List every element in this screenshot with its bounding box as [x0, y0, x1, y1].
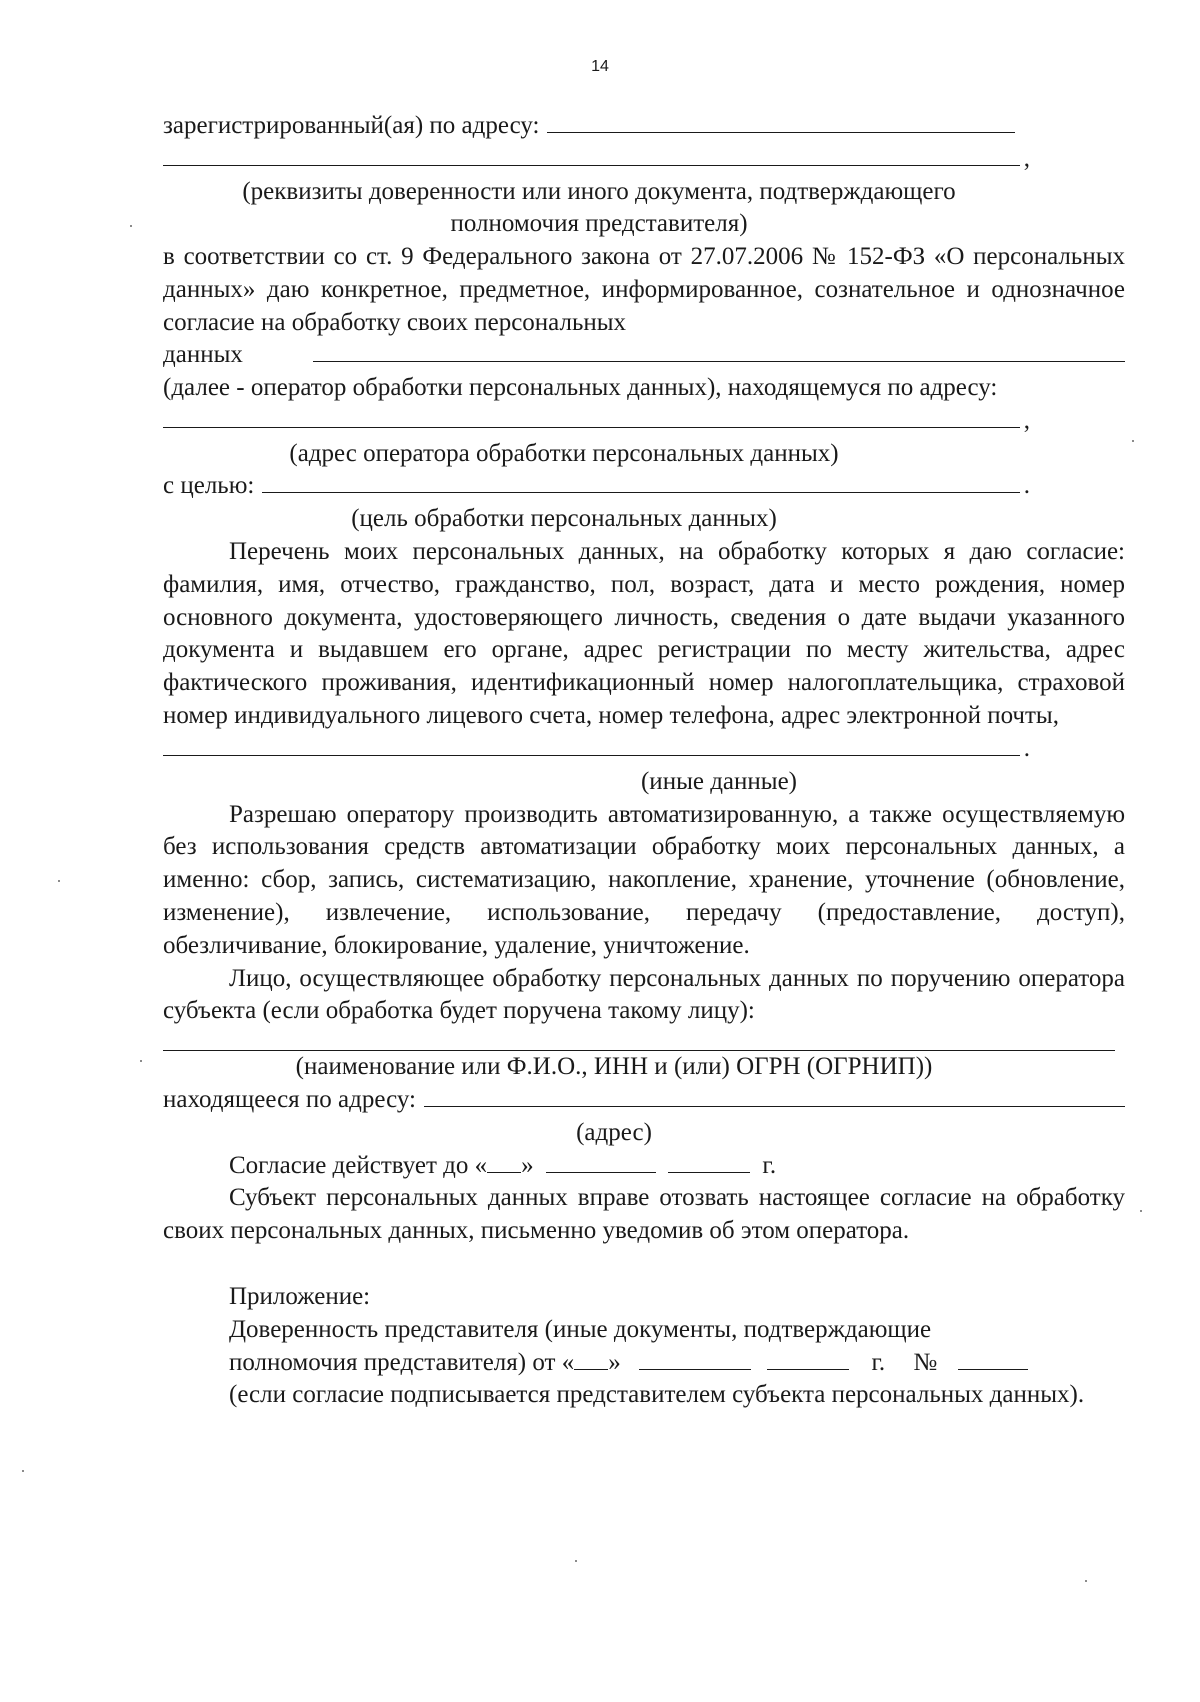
scan-speck	[1140, 1210, 1142, 1212]
comma-mark-2: ,	[1023, 406, 1030, 434]
purpose-caption: (цель обработки персональных данных)	[351, 505, 777, 533]
attachment-line-1: Доверенность представителя (иные документы, подтверждающие	[229, 1315, 932, 1343]
processor-caption: (наименование или Ф.И.О., ИНН и (или) ОГРН (ОГРНИП))	[295, 1053, 933, 1081]
attachment-line-2	[229, 1347, 1125, 1380]
address-caption: (адрес)	[576, 1118, 652, 1146]
operator-address-field[interactable]	[163, 405, 1020, 428]
purpose-line	[163, 470, 1125, 503]
period-mark: .	[1023, 472, 1030, 500]
period-mark-2: .	[1023, 734, 1030, 762]
attachment-year-suffix: г.	[871, 1348, 886, 1376]
page-number: 14	[591, 58, 609, 75]
valid-until-year-suffix: г.	[762, 1151, 777, 1179]
valid-until-day-field[interactable]	[487, 1150, 521, 1173]
attachment-heading: Приложение:	[229, 1282, 371, 1310]
attachment-number-field[interactable]	[958, 1347, 1028, 1370]
comma-mark: ,	[1023, 144, 1030, 172]
registered-address-line	[163, 110, 1125, 143]
registered-address-field[interactable]	[547, 110, 1015, 133]
scan-speck	[22, 1470, 24, 1472]
attachment-year-field[interactable]	[767, 1347, 849, 1370]
consent-data-word: данных	[163, 341, 243, 369]
valid-until-year-field[interactable]	[668, 1150, 750, 1173]
proxy-caption-1: (реквизиты доверенности или иного документа, подтверждающего	[242, 177, 956, 205]
scan-speck	[140, 1060, 142, 1062]
proxy-details-field[interactable]	[163, 143, 1020, 166]
operator-address-caption: (адрес оператора обработки персональных данных)	[289, 439, 839, 467]
revoke-paragraph: Субъект персональных данных вправе отозвать настоящее согласие на обработку своих персональных данных, письменно уведомив об этом оператора.	[163, 1184, 1125, 1245]
operator-name-field[interactable]	[313, 339, 1125, 362]
operator-paragraph: (далее - оператор обработки персональных данных), находящемуся по адресу:	[163, 373, 998, 401]
valid-until-line	[163, 1150, 1125, 1183]
other-data-field[interactable]	[163, 733, 1020, 756]
located-address-field[interactable]	[424, 1084, 1125, 1107]
attachment-day-field[interactable]	[574, 1347, 608, 1370]
attachment-date-prefix: полномочия представителя) от «	[229, 1348, 575, 1376]
other-data-line	[163, 733, 1125, 766]
consent-document	[163, 110, 1125, 1412]
valid-until-month-field[interactable]	[546, 1150, 656, 1173]
scan-speck	[58, 880, 60, 882]
registered-address-label: зарегистрированный(ая) по адресу:	[163, 112, 540, 139]
scan-speck	[1132, 440, 1134, 442]
attachment-line-3: (если согласие подписывается представителем субъекта персональных данных).	[229, 1381, 1085, 1409]
other-data-caption: (иные данные)	[640, 767, 798, 795]
scan-speck	[130, 225, 132, 227]
attachment-number-sign: №	[913, 1348, 938, 1376]
located-address-label: находящееся по адресу:	[163, 1085, 416, 1113]
valid-until-prefix: Согласие действует до «	[229, 1151, 488, 1179]
purpose-label: с целью:	[163, 472, 255, 500]
processor-field[interactable]	[163, 1028, 1115, 1051]
attachment-block	[163, 1281, 1125, 1412]
proxy-caption-2: полномочия представителя)	[450, 210, 748, 238]
permission-paragraph: Разрешаю оператору производить автоматизированную, а также осуществляемую без использования средств автоматизации обработку моих персональных данных, а именно: сбор, запись, систематизацию, накопление, хранение, уточнение (обновление, изменение), извлечение, использование, передачу (предоставление, доступ), обезличивание, блокирование, удаление, уничтожение.	[163, 800, 1125, 959]
purpose-field[interactable]	[262, 470, 1019, 493]
attachment-quote-close: »	[608, 1348, 621, 1376]
valid-until-quote-close: »	[521, 1151, 534, 1179]
processor-paragraph: Лицо, осуществляющее обработку персональных данных по поручению оператора субъекта (если обработка будет поручена такому лицу):	[163, 964, 1125, 1025]
scan-speck	[575, 1560, 577, 1562]
processor-line	[163, 1028, 1125, 1051]
operator-address-line	[163, 405, 1125, 438]
consent-data-line	[163, 339, 1125, 372]
consent-paragraph: в соответствии со ст. 9 Федерального закона от 27.07.2006 № 152-ФЗ «О персональных данных» даю конкретное, предметное, информированное, сознательное и однозначное согласие на обработку своих персональных	[163, 243, 1125, 336]
scan-speck	[1085, 1580, 1087, 1582]
data-list-paragraph: Перечень моих персональных данных, на обработку которых я даю согласие: фамилия, имя, отчество, гражданство, пол, возраст, дата и место рождения, номер основного документа, удостоверяющего личность, сведения о дате выдачи указанного документа и выдавшем его органе, адрес регистрации по месту жительства, адрес фактического проживания, идентификационный номер налогоплательщика, страховой номер индивидуального лицевого счета, номер телефона, адрес электронной почты,	[163, 537, 1125, 729]
proxy-details-line	[163, 143, 1125, 176]
located-address-line	[163, 1084, 1125, 1117]
attachment-month-field[interactable]	[639, 1347, 751, 1370]
